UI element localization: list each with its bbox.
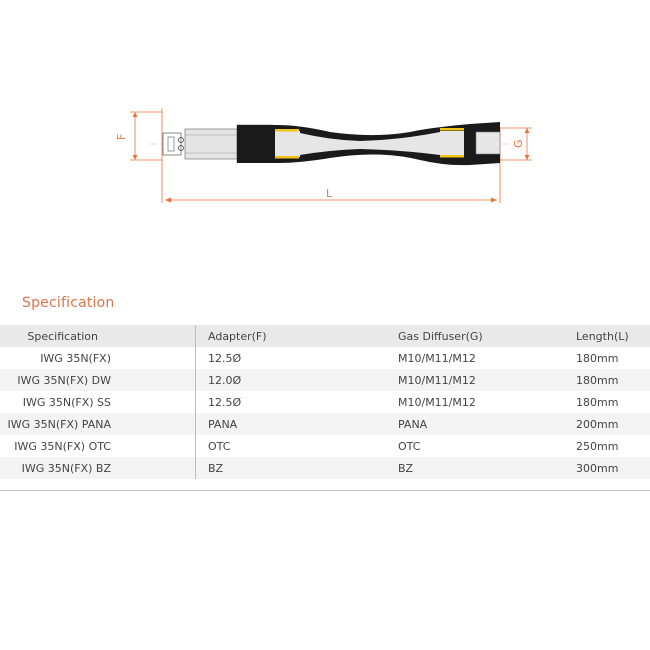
cell-gas-diffuser: M10/M11/M12 (398, 351, 476, 365)
cell-adapter: 12.5Ø (196, 347, 387, 369)
dim-label-l: L (326, 187, 333, 200)
cell-length: 250mm (576, 439, 619, 453)
table-row (0, 347, 650, 369)
table-row (0, 413, 650, 435)
table-row (0, 457, 650, 479)
cell-specification: IWG 35N(FX) PANA (0, 413, 196, 435)
section-title: Specification (22, 295, 115, 311)
cell-length: 180mm (576, 351, 619, 365)
table-bottom-rule (0, 490, 650, 491)
specification-table (0, 325, 650, 479)
torch-neck-drawing (0, 0, 650, 230)
header-adapter: Adapter(F) (196, 325, 387, 347)
dim-label-g: G (512, 139, 525, 148)
cell-adapter: 12.5Ø (196, 391, 387, 413)
cell-length: 300mm (561, 457, 650, 479)
diffuser-end (476, 132, 500, 154)
cell-gas-diffuser: M10/M11/M12 (398, 395, 476, 409)
cell-gas-diffuser: PANA (386, 413, 561, 435)
header-length: Length(L) (561, 325, 650, 347)
cell-specification: IWG 35N(FX) BZ (0, 457, 196, 479)
cell-gas-diffuser: BZ (386, 457, 561, 479)
cell-specification: IWG 35N(FX) DW (0, 369, 196, 391)
cell-length: 180mm (561, 369, 650, 391)
cell-adapter: OTC (196, 435, 387, 457)
table-row (0, 369, 650, 391)
table-header-row (0, 325, 650, 347)
cell-adapter: BZ (196, 457, 387, 479)
cell-adapter: PANA (196, 413, 387, 435)
table-row (0, 435, 650, 457)
cell-length: 200mm (561, 413, 650, 435)
cell-specification: IWG 35N(FX) (40, 351, 111, 365)
cell-specification: IWG 35N(FX) OTC (14, 439, 111, 453)
adapter-end (163, 133, 184, 155)
header-gas-diffuser: Gas Diffuser(G) (386, 325, 561, 347)
table-row (0, 391, 650, 413)
cell-adapter: 12.0Ø (196, 369, 387, 391)
cell-gas-diffuser: M10/M11/M12 (386, 369, 561, 391)
cell-gas-diffuser: OTC (398, 439, 421, 453)
cell-length: 180mm (576, 395, 619, 409)
cell-specification: IWG 35N(FX) SS (22, 395, 111, 409)
dim-label-f: F (115, 133, 128, 140)
header-specification: Specification (0, 325, 196, 347)
